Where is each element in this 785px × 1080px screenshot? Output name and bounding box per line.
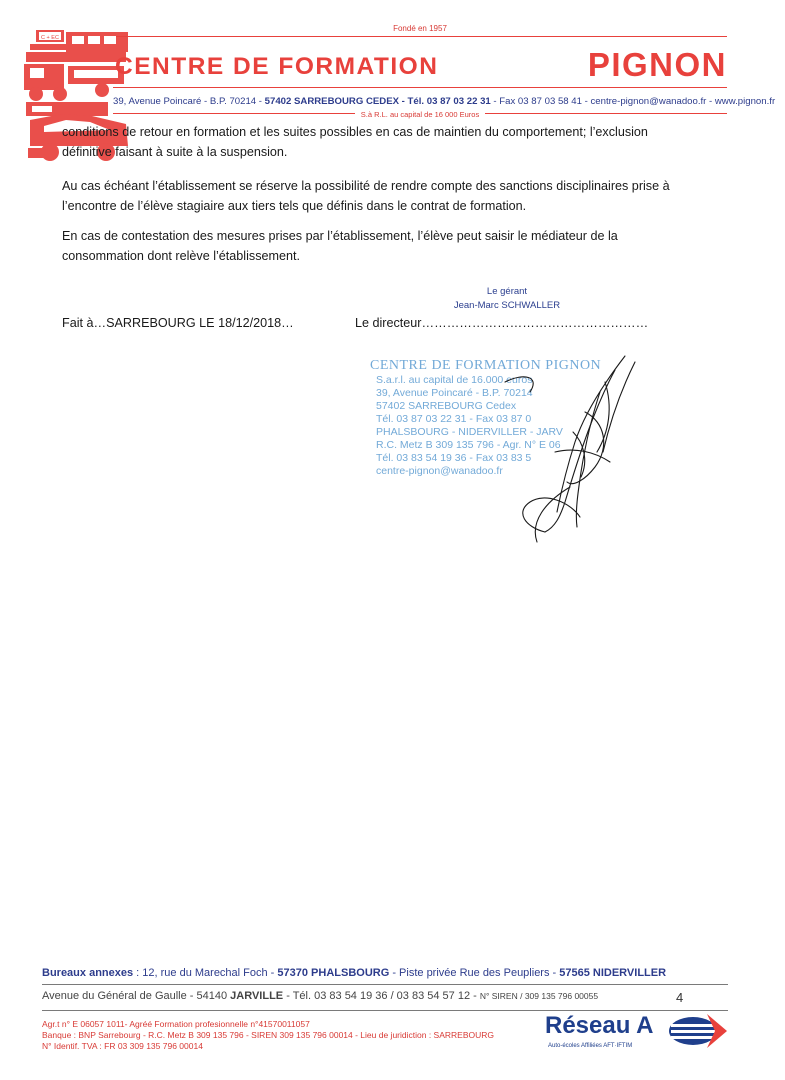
page-number: 4 bbox=[676, 990, 684, 1005]
legal-bank: Banque : BNP Sarrebourg - R.C. Metz B 309 135 796 - SIREN 309 135 796 00014 - Lieu de juridiction : SARREBOURG bbox=[42, 1030, 495, 1040]
paragraph-exclusion: conditions de retour en formation et les suites possibles en cas de maintien du comportement; l’exclusion définitive faisant à suite à la suspension. bbox=[62, 125, 648, 159]
legal-vat: N° Identif. TVA : FR 03 309 135 796 00014 bbox=[42, 1041, 203, 1051]
footer-annexes: Bureaux annexes : 12, rue du Marechal Foch - 57370 PHALSBOURG - Piste privée Rue des Peupliers - 57565 NIDERVILLER bbox=[42, 967, 667, 979]
company-brand bbox=[113, 47, 727, 83]
manager-stamp bbox=[432, 285, 582, 313]
handwritten-signature bbox=[485, 352, 655, 547]
manager-title: Le gérant bbox=[486, 286, 528, 297]
legal-agreement: Agr.t n° E 06057 1011- Agréé Formation profesionnelle n°41570011057 bbox=[42, 1019, 310, 1029]
company-stamp: CENTRE DE FORMATION PIGNON S.a.r.l. au capital de 16.000 euros 39, Avenue Poincaré - B.P. 70214 57402 SARREBOURG Cedex Tél. 03 87 03 22 31 - Fax 03 87 0 PHALSBOURG - NIDERVILLER - JARV R.C. Metz B 309 135 796 - Agr. N° E 06 Tél. 03 83 54 19 36 - Fax 03 83 5 centre-pignon@wanadoo.fr bbox=[370, 358, 602, 477]
company-capital: S.à R.L. au capital de 16 000 Euros bbox=[113, 110, 727, 119]
address-city: 57402 SARREBOURG CEDEX - Tél. 03 87 03 22 31 bbox=[264, 96, 491, 107]
reseau-subtitle: Auto-écoles Affiliées AFT·IFTIM bbox=[548, 1043, 633, 1049]
manager-name: Jean-Marc SCHWALLER bbox=[453, 300, 561, 311]
header-top-rule bbox=[113, 36, 727, 37]
reseau-emblem-icon bbox=[667, 1010, 729, 1052]
director-line: Le directeur……………………………………………… bbox=[355, 316, 649, 330]
paragraph-mediator: En cas de contestation des mesures prises par l’établissement, l’élève peut saisir le médiateur de la consommation dont relève l’établissement. bbox=[62, 229, 618, 263]
company-address: 39, Avenue Poincaré - B.P. 70214 - 57402 SARREBOURG CEDEX - Tél. 03 87 03 22 31 - Fax 03 87 03 58 41 - centre-pignon@wanadoo.fr - www.pignon.fr bbox=[113, 96, 776, 107]
brand-title: CENTRE DE FORMATION bbox=[115, 53, 439, 80]
footer-rule-top bbox=[42, 984, 728, 985]
place-date: Fait à…SARREBOURG LE 18/12/2018… bbox=[62, 316, 294, 330]
header-mid-rule bbox=[113, 87, 727, 88]
reseau-name: Réseau A bbox=[545, 1012, 654, 1039]
footer-jarville: Avenue du Général de Gaulle - 54140 JARVILLE - Tél. 03 83 54 19 36 / 03 83 54 57 12 - N° SIREN / 309 135 796 00055 bbox=[42, 990, 599, 1002]
svg-text:C + EC: C + EC bbox=[41, 35, 59, 41]
brand-name: PIGNON bbox=[587, 46, 727, 83]
paragraph-sanctions: Au cas échéant l’établissement se réserve la possibilité de rendre compte des sanctions disciplinaires prise à l’encontre de l’élève stagiaire aux tiers tels que définis dans le contrat de formation. bbox=[62, 179, 670, 213]
founded-date: Fondé en 1957 bbox=[393, 24, 447, 33]
reseau-a-logo bbox=[545, 1010, 735, 1056]
